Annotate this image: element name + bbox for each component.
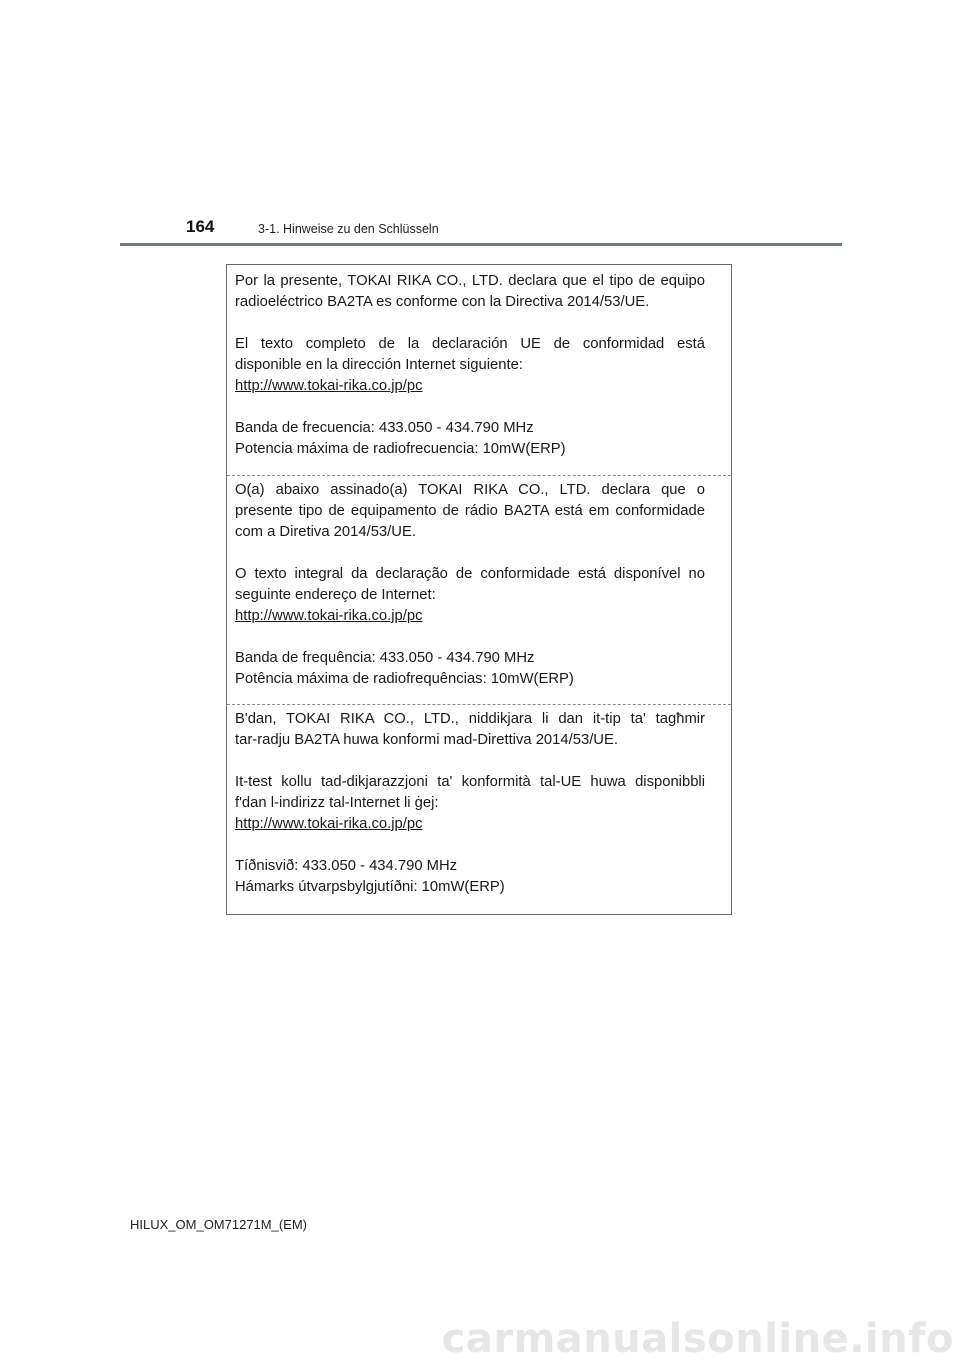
fulltext-line: seguinte endereço de Internet: (235, 587, 436, 603)
statement-line: com a Diretiva 2014/53/UE. (235, 524, 416, 540)
max-power: Potencia máxima de radiofrecuencia: 10mW(ERP) (235, 441, 566, 457)
statement-paragraph (235, 709, 705, 751)
frequency-band: Tíðnisvið: 433.050 - 434.790 MHz (235, 858, 458, 874)
specs-paragraph (235, 856, 705, 898)
document-code: HILUX_OM_OM71271M_(EM) (130, 1217, 307, 1232)
page-number: 164 (186, 217, 215, 236)
fulltext-line: It-test kollu tad-dikjarazzjoni ta' konformità tal-UE huwa disponibbli (235, 774, 705, 790)
header-rule (120, 243, 842, 246)
section-title: 3-1. Hinweise zu den Schlüsseln (258, 222, 439, 236)
frequency-band: Banda de frecuencia: 433.050 - 434.790 MHz (235, 420, 534, 436)
fulltext-paragraph (235, 772, 705, 835)
max-power: Hámarks útvarpsbylgjutíðni: 10mW(ERP) (235, 879, 505, 895)
fulltext-line: f'dan l-indirizz tal-Internet li ġej: (235, 795, 439, 811)
conformity-url-link[interactable]: http://www.tokai-rika.co.jp/pc (235, 816, 423, 832)
statement-paragraph (235, 480, 705, 543)
fulltext-line: O texto integral da declaração de conformidade está disponível no (235, 566, 705, 582)
statement-line: radioeléctrico BA2TA es conforme con la Directiva 2014/53/UE. (235, 294, 650, 310)
fulltext-paragraph (235, 334, 705, 397)
frequency-band: Banda de frequência: 433.050 - 434.790 MHz (235, 650, 535, 666)
statement-line: Por la presente, TOKAI RIKA CO., LTD. declara que el tipo de equipo (235, 273, 705, 289)
specs-paragraph (235, 648, 705, 690)
fulltext-line: disponible en la dirección Internet siguiente: (235, 357, 523, 373)
declaration-spanish (227, 271, 731, 460)
fulltext-paragraph (235, 564, 705, 627)
conformity-url-link[interactable]: http://www.tokai-rika.co.jp/pc (235, 608, 423, 624)
specs-paragraph (235, 418, 705, 460)
statement-line: B'dan, TOKAI RIKA CO., LTD., niddikjara li dan it-tip ta' tagħmir (235, 711, 705, 727)
watermark-text: carmanualsonline.info (441, 1316, 954, 1362)
declaration-maltese (227, 704, 731, 898)
statement-line: presente tipo de equipamento de rádio BA2TA está em conformidade (235, 503, 705, 519)
statement-paragraph (235, 271, 705, 313)
statement-line: tar-radju BA2TA huwa konformi mad-Direttiva 2014/53/UE. (235, 732, 618, 748)
statement-line: O(a) abaixo assinado(a) TOKAI RIKA CO., LTD. declara que o (235, 482, 705, 498)
conformity-url-link[interactable]: http://www.tokai-rika.co.jp/pc (235, 378, 423, 394)
declaration-box (226, 264, 732, 915)
declaration-portuguese (227, 475, 731, 690)
fulltext-line: El texto completo de la declaración UE de conformidad está (235, 336, 705, 352)
watermark (441, 1316, 960, 1362)
max-power: Potência máxima de radiofrequências: 10mW(ERP) (235, 671, 574, 687)
